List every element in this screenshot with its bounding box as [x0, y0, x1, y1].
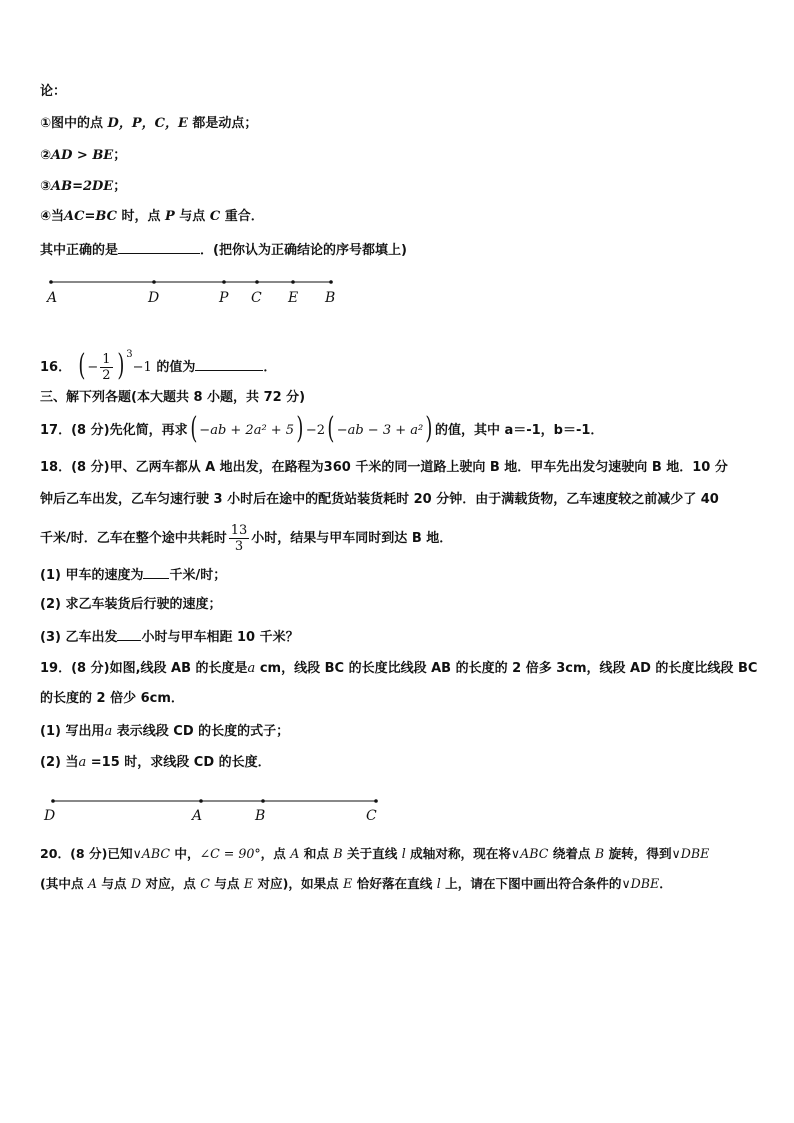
point-label-c: C [251, 290, 262, 306]
q16-fraction: $\frac{1}{2}$ [102, 352, 111, 383]
point-label-d: D [148, 290, 160, 306]
point-label-a: A [192, 808, 203, 824]
q18-blank-1[interactable] [143, 565, 169, 579]
point-label-a: A [47, 290, 58, 306]
q18-part-2: (2) 求乙车装货后行驶的速度； [40, 597, 222, 612]
q16-answer-blank[interactable] [195, 357, 263, 371]
q18-fraction: $\frac{13}{3}$ [230, 523, 248, 554]
q15-statement-2: ②AD > BE； [40, 148, 127, 163]
point-label-c: C [366, 808, 377, 824]
q15-statement-1: ①图中的点 D，P，C，E 都是动点； [40, 116, 258, 131]
q19-line-2: 的长度的 2 倍少 6cm． [40, 691, 184, 706]
point-label-b: B [255, 808, 266, 824]
q18-line-3: 千米/时．乙车在整个途中共耗时 $\frac{13}{3}$ 小时，结果与甲车同时到达 B 地． [40, 523, 453, 554]
q17-line: 17．(8 分)先化简，再求( −ab + 2a² + 5) −2( −ab − 3 + a²) 的值，其中 a＝-1，b＝-1． [40, 411, 604, 446]
q19-part-2: (2) 当a =15 时，求线段 CD 的长度． [40, 755, 271, 770]
q16-line: 16． ( − $\frac{1}{2}$ ) $^3$−1 的值为 ． [40, 348, 277, 383]
point-label-d: D [44, 808, 56, 824]
point-label-b: B [325, 290, 336, 306]
q15-statement-4: ④当AC=BC 时，点 P 与点 C 重合． [40, 209, 264, 224]
q18-part-3: (3) 乙车出发 小时与甲车相距 10 千米？ [40, 627, 299, 647]
point-label-p: P [219, 290, 229, 306]
q20-line-2: (其中点 A 与点 D 对应，点 C 与点 E 对应)，如果点 E 恰好落在直线 l 上，请在下图中画出符合条件的∨DBE． [40, 876, 672, 891]
q15-answer-blank[interactable] [118, 240, 200, 254]
q15-answer-line: 其中正确的是 ．(把你认为正确结论的序号都填上) [40, 240, 407, 260]
q18-line-2: 钟后乙车出发，乙车匀速行驶 3 小时后在途中的配货站装货耗时 20 分钟．由于满载货物，乙车速度较之前减少了 40 [40, 492, 719, 507]
q15-line-figure [0, 270, 794, 310]
q19-part-1: (1) 写出用a 表示线段 CD 的长度的式子； [40, 724, 290, 739]
q18-blank-3[interactable] [117, 627, 141, 641]
section-3-heading: 三、解下列各题(本大题共 8 小题，共 72 分) [40, 390, 306, 405]
q20-line-1: 20．(8 分)已知∨ABC 中，∠C = 90°，点 A 和点 B 关于直线 l 成轴对称，现在将∨ABC 绕着点 B 旋转，得到∨DBE [40, 846, 710, 861]
q18-part-1: (1) 甲车的速度为 千米/时； [40, 565, 226, 585]
q19-line-1: 19．(8 分)如图,线段 AB 的长度是a cm，线段 BC 的长度比线段 AB 的长度的 2 倍多 3cm，线段 AD 的长度比线段 BC [40, 661, 758, 676]
q15-statement-3: ③AB=2DE； [40, 179, 127, 194]
point-label-e: E [288, 290, 299, 306]
q15-line-1: 论： [40, 84, 67, 99]
q19-line-figure [0, 790, 794, 826]
q18-line-1: 18．(8 分)甲、乙两车都从 A 地出发，在路程为360 千米的同一道路上驶向 B 地．甲车先出发匀速驶向 B 地．10 分 [40, 460, 728, 475]
